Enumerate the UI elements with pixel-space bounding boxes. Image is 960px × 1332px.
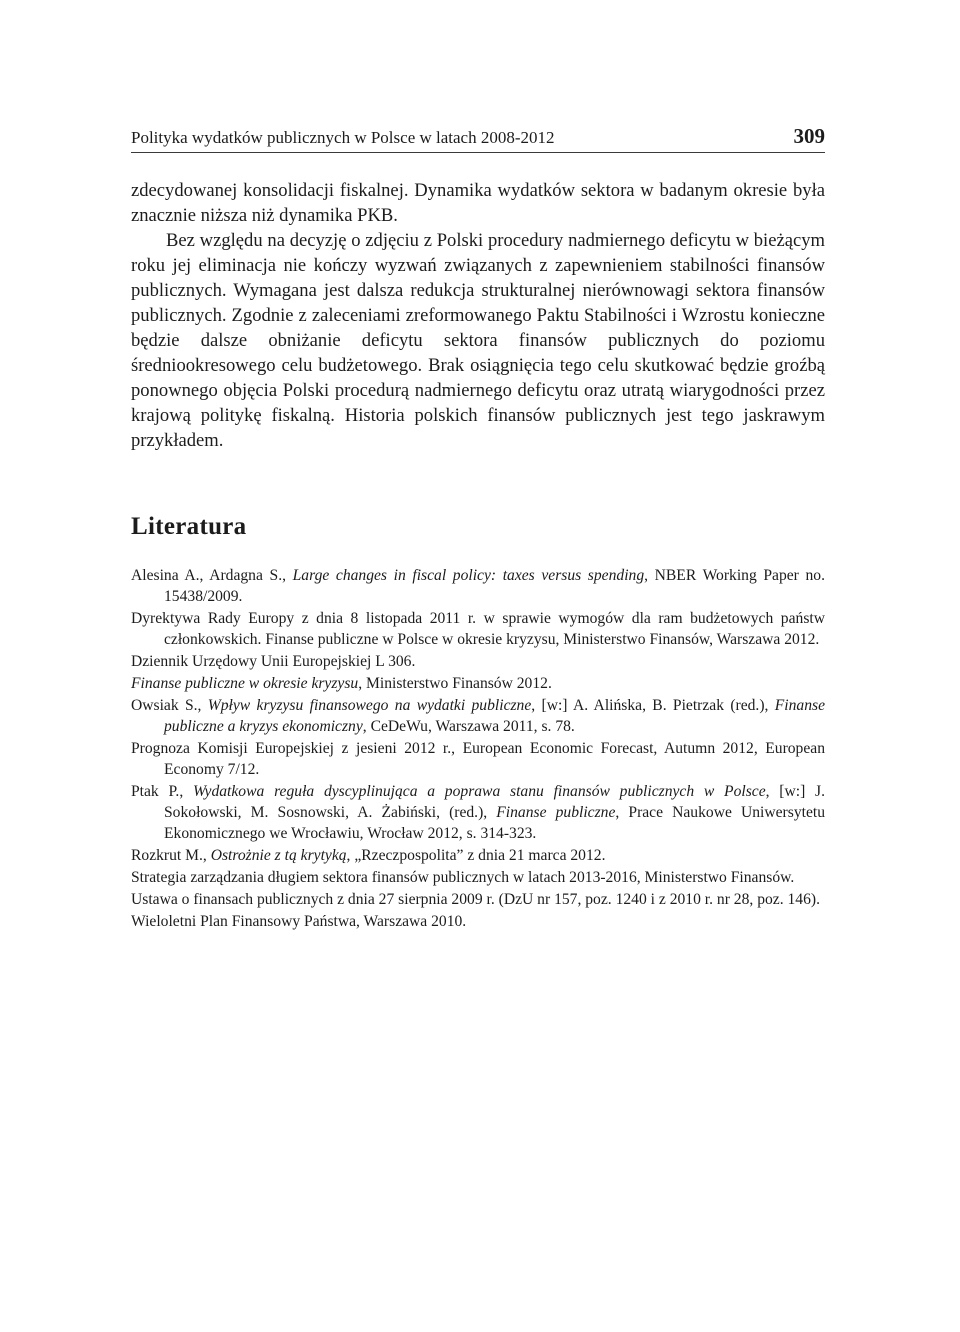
reference-author: Alesina A., Ardagna S.,	[131, 567, 293, 584]
running-header	[131, 124, 825, 153]
reference-publisher: , CeDeWu, Warszawa 2011, s. 78.	[362, 718, 575, 735]
reference-title: Wpływ kryzysu finansowego na wydatki publiczne	[207, 697, 532, 714]
reference-item	[131, 651, 825, 672]
reference-book-title: Finanse publiczne	[496, 804, 616, 821]
reference-item	[131, 738, 825, 780]
reference-author: Owsiak S.,	[131, 697, 208, 714]
reference-details: , [w:] A. Alińska, B. Pietrzak (red.),	[531, 697, 775, 714]
page-number: 309	[793, 124, 825, 148]
reference-item	[131, 867, 825, 888]
reference-text: Wieloletni Plan Finansowy Państwa, Warszawa 2010.	[131, 913, 467, 930]
reference-item	[131, 565, 825, 607]
reference-book-title: Finanse publiczne a kryzys ekonomiczny	[164, 697, 825, 735]
reference-text: Strategia zarządzania długiem sektora finansów publicznych w latach 2013-2016, Ministerstwo Finansów.	[131, 869, 795, 886]
reference-item	[131, 781, 825, 844]
body-text	[131, 178, 825, 453]
reference-author: Rozkrut M.,	[131, 847, 211, 864]
reference-text: Dziennik Urzędowy Unii Europejskiej L 306.	[131, 653, 416, 670]
reference-details: , „Rzeczpospolita” z dnia 21 marca 2012.	[346, 847, 606, 864]
section-heading: Literatura	[131, 513, 247, 540]
reference-details: , Ministerstwo Finansów 2012.	[358, 675, 552, 692]
reference-text: Ustawa o finansach publicznych z dnia 27 sierpnia 2009 r. (DzU nr 157, poz. 1240 i z 2010 r. nr 28, poz. 146).	[131, 891, 820, 908]
paragraph: Bez względu na decyzję o zdjęciu z Polski procedury nadmiernego deficytu w bieżącym roku jej eliminacja nie kończy wyzwań związanych z zapewnieniem stabilności finansów publicznych. Wymagana jest dalsza redukcja strukturalnej nierównowagi sektora finansów publicznych. Zgodnie z zaleceniami zreformowanego Paktu Stabilności i Wzrostu konieczne będzie dalsze obniżanie deficytu sektora finansów publicznych do poziomu średniookresowego celu budżetowego. Brak osiągnięcia tego celu skutkować będzie groźbą ponownego objęcia Polski procedurą nadmiernego deficytu oraz utratą wiarygodności przez krajową politykę fiskalną. Historia polskich finansów publicznych jest tego jaskrawym przykładem.	[131, 230, 825, 451]
reference-item	[131, 845, 825, 866]
reference-title: Finanse publiczne w okresie kryzysu	[131, 675, 359, 692]
reference-item	[131, 608, 825, 650]
reference-item	[131, 695, 825, 737]
reference-publisher: , Prace Naukowe Uniwersytetu Ekonomicznego we Wrocławiu, Wrocław 2012, s. 314-323.	[164, 804, 825, 842]
reference-item	[131, 889, 825, 910]
paragraph: zdecydowanej konsolidacji fiskalnej. Dynamika wydatków sektora w badanym okresie była znacznie niższa niż dynamika PKB.	[131, 180, 825, 226]
reference-text: Prognoza Komisji Europejskiej z jesieni 2012 r., European Economic Forecast, Autumn 2012, European Economy 7/12.	[131, 740, 825, 778]
reference-text: Dyrektywa Rady Europy z dnia 8 listopada 2011 r. w sprawie wymogów dla ram budżetowych państw członkowskich. Finanse publiczne w Polsce w okresie kryzysu, Ministerstwo Finansów, Warszawa 2012.	[131, 610, 825, 648]
reference-author: Ptak P.,	[131, 783, 193, 800]
running-title: Polityka wydatków publicznych w Polsce w latach 2008-2012	[131, 128, 555, 147]
reference-title: Ostrożnie z tą krytyką	[210, 847, 347, 864]
reference-item	[131, 911, 825, 932]
reference-title: Large changes in fiscal policy: taxes versus spending	[292, 567, 645, 584]
reference-list	[131, 565, 825, 932]
reference-item	[131, 673, 825, 694]
reference-details: , [w:] J. Sokołowski, M. Sosnowski, A. Żabiński, (red.),	[164, 783, 825, 821]
reference-details: , NBER Working Paper no. 15438/2009.	[164, 567, 825, 605]
reference-title: Wydatkowa reguła dyscyplinująca a poprawa stanu finansów publicznych w Polsce	[192, 783, 766, 800]
